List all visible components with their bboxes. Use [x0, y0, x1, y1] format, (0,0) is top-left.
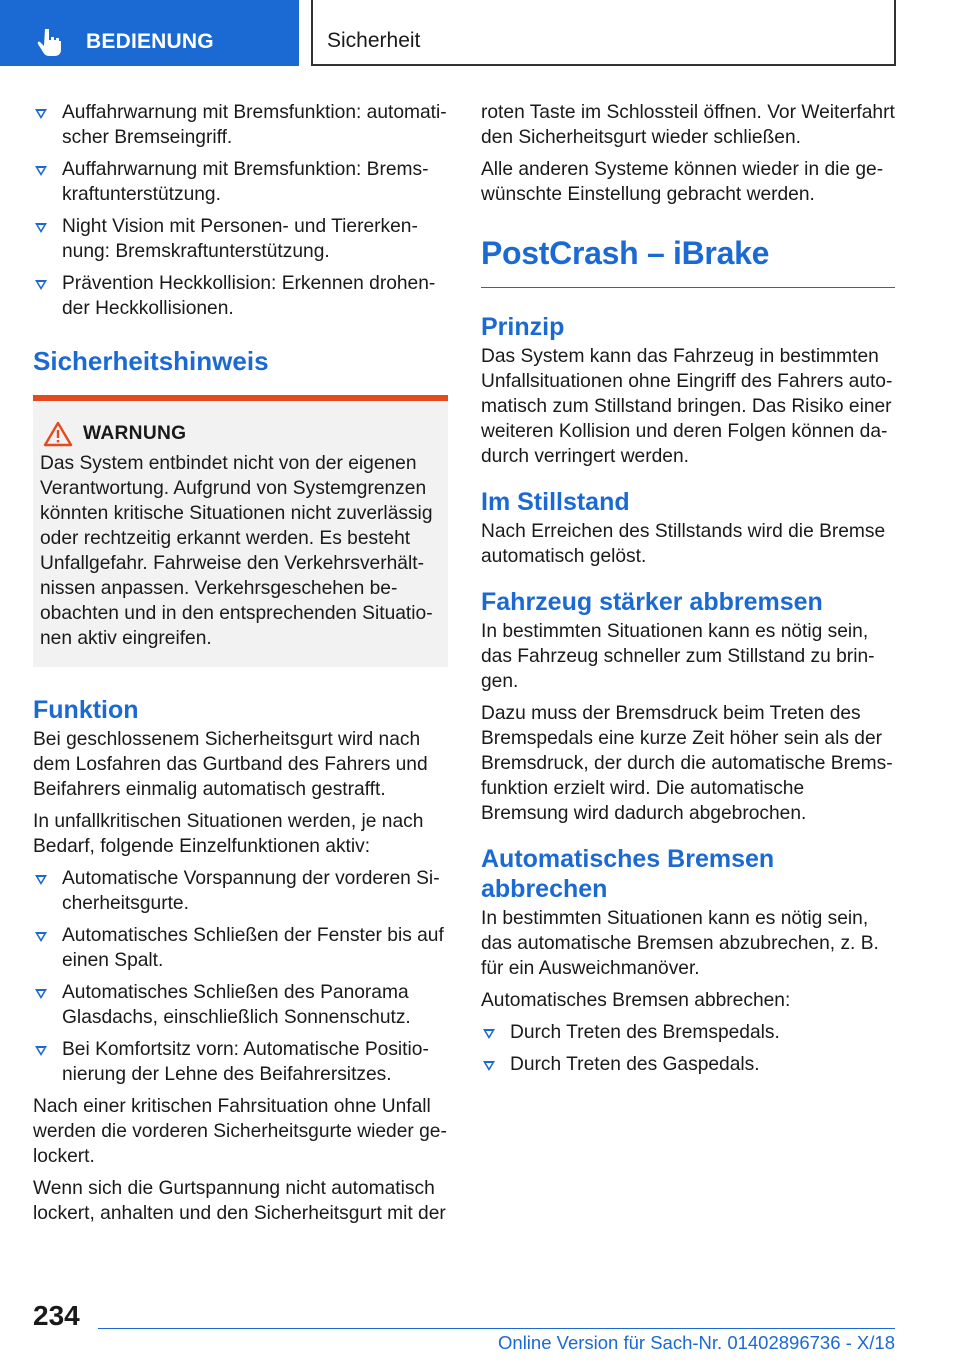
bullet-triangle-icon: [483, 1029, 495, 1039]
list-item: Durch Treten des Bremspedals.: [481, 1020, 895, 1045]
bullet-triangle-icon: [35, 932, 47, 942]
abbrechen-heading: Automatisches Bremsen abbrechen: [481, 845, 775, 903]
safety-heading: Sicherheitshinweis: [33, 346, 269, 376]
bullet-triangle-icon: [35, 166, 47, 176]
bullet-triangle-icon: [483, 1061, 495, 1071]
bullet-triangle-icon: [35, 989, 47, 999]
list-item: Automatisches Schließen des Panorama Glasdachs, einschließlich Sonnenschutz.: [33, 980, 448, 1030]
list-item: Prävention Heckkollision: Erkennen drohender Heckkollisionen.: [33, 271, 448, 321]
hand-pointer-icon: [36, 27, 66, 57]
funktion-paragraph-1: Bei geschlossenem Sicherheitsgurt wird nach dem Losfahren das Gurtband des Fahrers und Beifahrers einmalig automatisch gestrafft.: [33, 729, 428, 800]
warning-title: WARNUNG: [83, 423, 187, 444]
right-column: [481, 100, 895, 1084]
prinzip-paragraph: Das System kann das Fahrzeug in bestimmten Unfallsituationen ohne Eingriff des Fahrers automatisch zum Stillstand bringen. Das Risiko einer weiteren Kollision und deren Folgen können dadurch verringert werden.: [481, 346, 893, 467]
bullet-triangle-icon: [35, 109, 47, 119]
abbremsen-heading: Fahrzeug stärker abbremsen: [481, 588, 823, 616]
funktion-bullet-list: [33, 866, 448, 1087]
after-crash-paragraph: Nach einer kritischen Fahrsituation ohne Unfall werden die vorderen Sicherheitsgurte wieder gelockert.: [33, 1096, 447, 1167]
warning-triangle-icon: [43, 421, 73, 447]
belt-release-paragraph: Wenn sich die Gurtspannung nicht automatisch lockert, anhalten und den Sicherheitsgurt mit der: [33, 1178, 446, 1224]
chapter-title: Sicherheit: [327, 29, 421, 52]
section-tab-label: BEDIENUNG: [86, 30, 214, 53]
list-item: Automatische Vorspannung der vorderen Sicherheitsgurte.: [33, 866, 448, 916]
abbrechen-bullet-list: [481, 1020, 895, 1077]
funktion-heading: Funktion: [33, 696, 139, 724]
bullet-triangle-icon: [35, 223, 47, 233]
funktion-paragraph-2: In unfallkritischen Situationen werden, je nach Bedarf, folgende Einzelfunktionen aktiv:: [33, 811, 424, 857]
title-divider: [481, 287, 895, 288]
other-systems-paragraph: Alle anderen Systeme können wieder in die gewünschte Einstellung gebracht werden.: [481, 159, 884, 205]
list-item: Durch Treten des Gaspedals.: [481, 1052, 895, 1077]
list-item: Bei Komfortsitz vorn: Automatische Positionierung der Lehne des Beifahrersitzes.: [33, 1037, 448, 1087]
warning-header: [40, 421, 441, 447]
belt-release-continued: roten Taste im Schlossteil öffnen. Vor Weiterfahrt den Sicherheitsgurt wieder schließen.: [481, 102, 895, 148]
stillstand-paragraph: Nach Erreichen des Stillstands wird die Bremse automatisch gelöst.: [481, 521, 886, 567]
online-version-note: Online Version für Sach-Nr. 01402896736 - X/18: [498, 1332, 895, 1353]
list-item: Auffahrwarnung mit Bremsfunktion: Bremskraftunterstützung.: [33, 157, 448, 207]
bullet-triangle-icon: [35, 1046, 47, 1056]
prinzip-heading: Prinzip: [481, 313, 565, 341]
abbrechen-paragraph-2: Automatisches Bremsen abbrechen:: [481, 990, 791, 1011]
section-tab[interactable]: [0, 0, 299, 66]
warning-box: [33, 395, 448, 667]
warning-text: Das System entbindet nicht von der eigenen Verantwortung. Aufgrund von Systemgrenzen könnten kritische Situationen nicht zuverlässig oder rechtzeitig erkannt werden. Es besteht Unfallgefahr. Fahrweise den Verkehrsverhältnissen anpassen. Verkehrsgeschehen beobachten und in den entsprechenden Situationen aktiv eingreifen.: [40, 453, 433, 649]
list-item: Automatisches Schließen der Fenster bis auf einen Spalt.: [33, 923, 448, 973]
stillstand-heading: Im Stillstand: [481, 488, 630, 516]
bullet-triangle-icon: [35, 875, 47, 885]
list-item: Auffahrwarnung mit Bremsfunktion: automatischer Bremseingriff.: [33, 100, 448, 150]
left-column: [33, 100, 448, 1226]
footer-divider: [98, 1328, 895, 1329]
abbremsen-paragraph-2: Dazu muss der Bremsdruck beim Treten des Bremspedals eine kurze Zeit höher sein als der Bremsdruck, der durch die automatische Bremsfunktion erzielt wird. Die automatische Bremsung wird dadurch abgebrochen.: [481, 703, 893, 824]
page-title: PostCrash – iBrake: [481, 235, 770, 271]
page-number: 234: [33, 1300, 80, 1331]
abbrechen-paragraph-1: In bestimmten Situationen kann es nötig sein, das automatische Bremsen abzubrechen, z. B. für ein Ausweichmanöver.: [481, 908, 879, 979]
abbremsen-paragraph-1: In bestimmten Situationen kann es nötig sein, das Fahrzeug schneller zum Stillstand zu bringen.: [481, 621, 875, 692]
list-item: Night Vision mit Personen- und Tiererkennung: Bremskraftunterstützung.: [33, 214, 448, 264]
chapter-header: [311, 0, 896, 66]
bullet-triangle-icon: [35, 280, 47, 290]
assist-bullet-list: [33, 100, 448, 321]
